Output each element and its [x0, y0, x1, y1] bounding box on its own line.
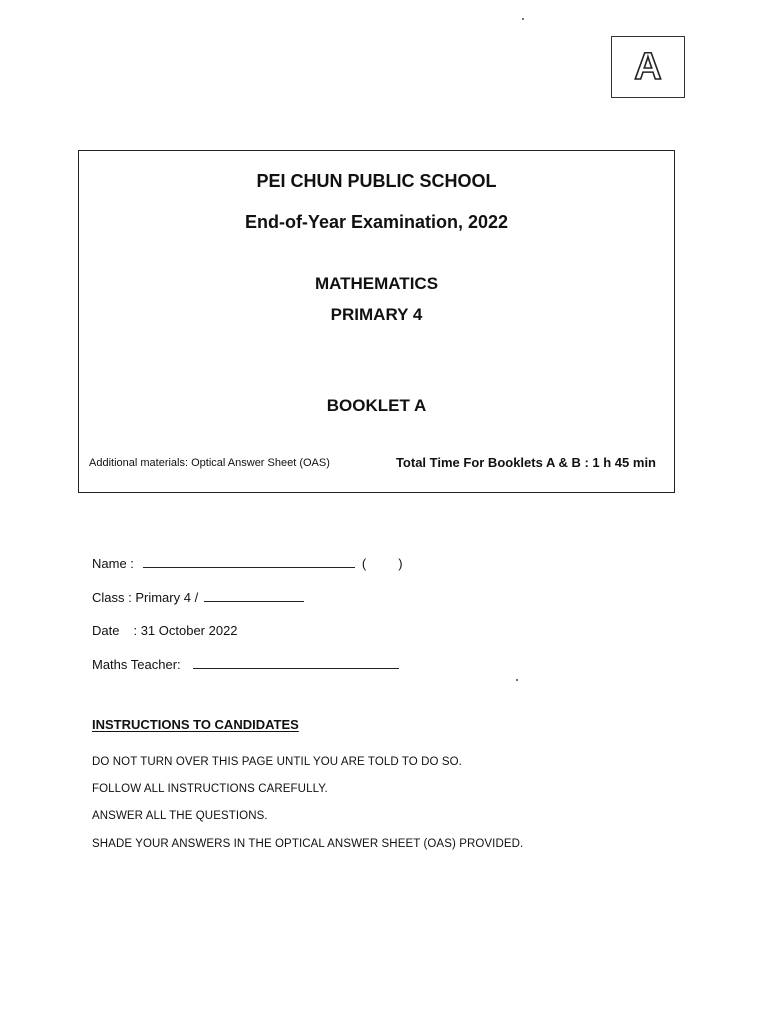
class-field-row: [92, 587, 304, 605]
level-title: PRIMARY 4: [330, 305, 423, 324]
date-value: : 31 October 2022: [133, 623, 238, 638]
teacher-blank[interactable]: [193, 654, 399, 669]
booklet-letter: A: [634, 45, 662, 88]
cover-info-box: [78, 150, 675, 493]
instruction-item: ANSWER ALL THE QUESTIONS.: [92, 810, 268, 822]
school-name: PEI CHUN PUBLIC SCHOOL: [256, 171, 497, 191]
teacher-field-row: [92, 654, 399, 672]
instruction-item: SHADE YOUR ANSWERS IN THE OPTICAL ANSWER SHEET (OAS) PROVIDED.: [92, 838, 524, 850]
date-label: Date: [92, 623, 120, 638]
total-time: Total Time For Booklets A & B : 1 h 45 min: [395, 455, 656, 470]
additional-materials: Additional materials: Optical Answer Sheet (OAS): [89, 457, 330, 469]
name-blank[interactable]: [143, 553, 355, 568]
exam-title: End-of-Year Examination, 2022: [244, 212, 509, 232]
scan-speck: [522, 18, 524, 20]
instructions-heading: INSTRUCTIONS TO CANDIDATES: [92, 717, 299, 732]
instruction-item: DO NOT TURN OVER THIS PAGE UNTIL YOU ARE TOLD TO DO SO.: [92, 756, 462, 768]
booklet-title: BOOKLET A: [326, 396, 427, 415]
instruction-item: FOLLOW ALL INSTRUCTIONS CAREFULLY.: [92, 783, 328, 795]
subject-title: MATHEMATICS: [314, 274, 439, 293]
scan-speck: [516, 679, 518, 681]
name-label: Name :: [92, 556, 134, 571]
index-paren-close: ): [398, 556, 403, 571]
date-field-row: [92, 623, 238, 638]
class-label: Class : Primary 4 /: [92, 590, 199, 605]
booklet-letter-badge: [611, 36, 685, 98]
index-paren-open: (: [361, 556, 367, 571]
teacher-label: Maths Teacher:: [92, 657, 181, 672]
class-blank[interactable]: [204, 587, 304, 602]
name-field-row: [92, 553, 403, 571]
